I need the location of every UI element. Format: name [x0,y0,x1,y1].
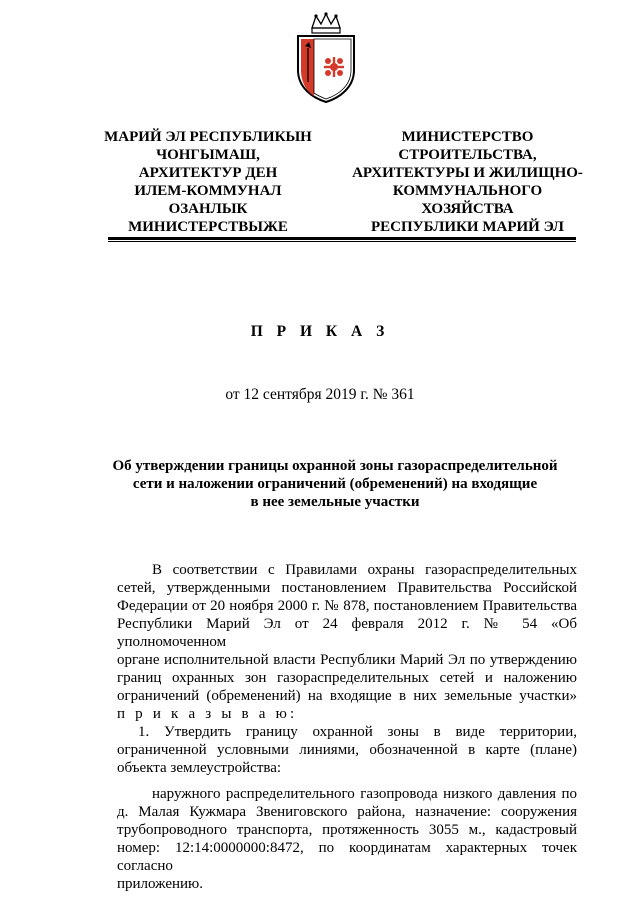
body-line: ограниченной условными линиями, обозначенной в карте (плане) [117,742,577,758]
subject-line: в нее земельные участки [250,494,420,510]
coat-of-arms-icon [292,12,360,104]
header-divider-thin [108,241,576,242]
header-left-line: ИЛЕМ-КОММУНАЛ [134,183,282,199]
header-right-line: МИНИСТЕРСТВО [401,129,534,145]
body-line: ограничений (обременений) на входящие в них земельные участки» [117,688,577,704]
document-date: от 12 сентября 2019 г. № 361 [225,386,415,403]
body-line: объекта землеустройства: [117,760,282,776]
header-right-line: АРХИТЕКТУРЫ И ЖИЛИЩНО- [352,165,583,181]
body-line: трубопроводного транспорта, протяженность 3055 м., кадастровый [117,822,577,838]
body-line: В соответствии с Правилами охраны газораспределительных [152,562,577,578]
header-left-line: ОЗАНЛЫК [168,201,248,217]
header-right-line: ХОЗЯЙСТВА [421,201,514,217]
header-right-line: КОММУНАЛЬНОГО [392,183,543,199]
header-left-line: ЧОНГЫМАШ, [156,147,260,163]
document-title: П Р И К А З [250,323,390,340]
header-left-line: МИНИСТЕРСТВЫЖЕ [128,219,288,235]
subject-line: Об утверждении границы охранной зоны газораспределительной [112,458,558,474]
body-line: номер: 12:14:0000000:8472, по координатам характерных точек согласно [117,840,577,874]
header-right-line: СТРОИТЕЛЬСТВА, [398,147,537,163]
header-left-line: МАРИЙ ЭЛ РЕСПУБЛИКЫН [104,129,312,145]
document-body [117,561,577,893]
header-left-line: АРХИТЕКТУР ДЕН [138,165,278,181]
body-line: сетей, утвержденными постановлением Правительства Российской [117,580,577,596]
body-line: Республики Марий Эл от 24 февраля 2012 г. № 54 «Об уполномоченном [117,616,577,650]
ministry-name-mari [98,128,318,236]
ministry-name-russian [350,128,585,236]
body-line: наружного распределительного газопровода низкого давления по [152,786,577,802]
subject-line: сети и наложении ограничений (обременений) на входящие [132,476,538,492]
body-line: Федерации от 20 ноября 2000 г. № 878, постановлением Правительства [117,598,577,614]
document-subject [100,457,570,511]
header-divider-thick [108,237,576,240]
paragraph-gap [117,777,577,785]
body-line: границ охранных зон газораспределительных сетей и наложению [117,670,577,686]
body-line: органе исполнительной власти Республики Марий Эл по утверждению [117,652,577,668]
body-line: д. Малая Кужмара Звениговского района, назначение: сооружения [117,804,577,820]
body-line: приложению. [117,876,204,892]
header-right-line: РЕСПУБЛИКИ МАРИЙ ЭЛ [370,219,564,235]
body-line-order-word: п р и к а з ы в а ю: [117,706,298,722]
body-line: 1. Утвердить границу охранной зоны в виде территории, [138,724,577,740]
